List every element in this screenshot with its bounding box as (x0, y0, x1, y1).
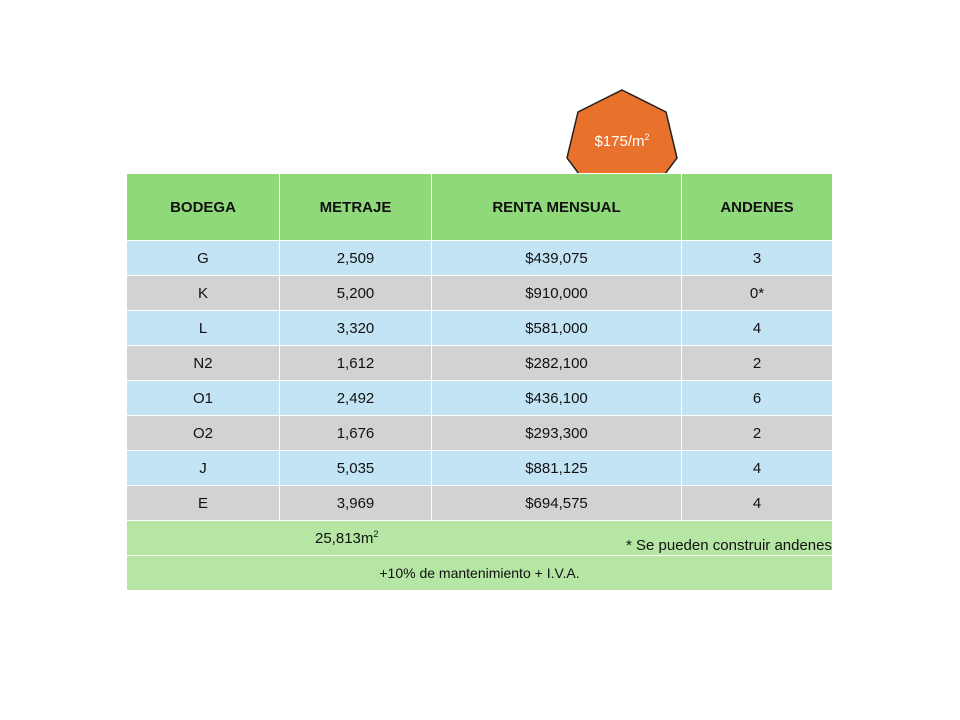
cell-andenes: 6 (682, 381, 833, 416)
cell-metraje: 3,320 (280, 311, 432, 346)
table-row (127, 346, 833, 381)
cell-andenes: 2 (682, 346, 833, 381)
cell-andenes: 0* (682, 276, 833, 311)
cell-renta: $439,075 (432, 241, 682, 276)
cell-andenes: 2 (682, 416, 833, 451)
price-per-m2: $\$175/m^2$ (594, 132, 650, 150)
table-row (127, 311, 833, 346)
cell-bodega: L (127, 311, 280, 346)
cell-renta: $293,300 (432, 416, 682, 451)
table-row (127, 416, 833, 451)
header-metraje: METRAJE (280, 174, 432, 241)
cell-andenes: 4 (682, 311, 833, 346)
cell-renta: $436,100 (432, 381, 682, 416)
cell-metraje: 1,676 (280, 416, 432, 451)
warehouse-table (126, 173, 833, 591)
table-row (127, 276, 833, 311)
cell-renta: $282,100 (432, 346, 682, 381)
cell-andenes: 3 (682, 241, 833, 276)
cell-bodega: E (127, 486, 280, 521)
cell-andenes: 4 (682, 486, 833, 521)
cell-renta: $694,575 (432, 486, 682, 521)
table-row (127, 381, 833, 416)
cell-bodega: G (127, 241, 280, 276)
table-row (127, 451, 833, 486)
header-renta-mensual: RENTA MENSUAL (432, 174, 682, 241)
total-area: $25,813m^2$ (315, 529, 379, 547)
cell-metraje: 5,200 (280, 276, 432, 311)
total-row (127, 521, 833, 556)
cell-bodega: O1 (127, 381, 280, 416)
cell-metraje: 2,492 (280, 381, 432, 416)
table-header-row (127, 174, 833, 241)
cell-bodega: K (127, 276, 280, 311)
cell-metraje: 2,509 (280, 241, 432, 276)
cell-renta: $910,000 (432, 276, 682, 311)
andenes-note: * Se pueden construir andenes (626, 537, 832, 554)
cell-metraje: 3,969 (280, 486, 432, 521)
cell-andenes: 4 (682, 451, 833, 486)
cell-bodega: J (127, 451, 280, 486)
cell-bodega: O2 (127, 416, 280, 451)
table-row (127, 241, 833, 276)
footer-row (127, 556, 833, 591)
header-bodega: BODEGA (127, 174, 280, 241)
header-andenes: ANDENES (682, 174, 833, 241)
cell-metraje: 5,035 (280, 451, 432, 486)
cell-bodega: N2 (127, 346, 280, 381)
cell-renta: $581,000 (432, 311, 682, 346)
maintenance-note: +10% de mantenimiento + I.V.A. (127, 556, 833, 591)
table-row (127, 486, 833, 521)
total-cell (127, 521, 833, 556)
cell-metraje: 1,612 (280, 346, 432, 381)
cell-renta: $881,125 (432, 451, 682, 486)
